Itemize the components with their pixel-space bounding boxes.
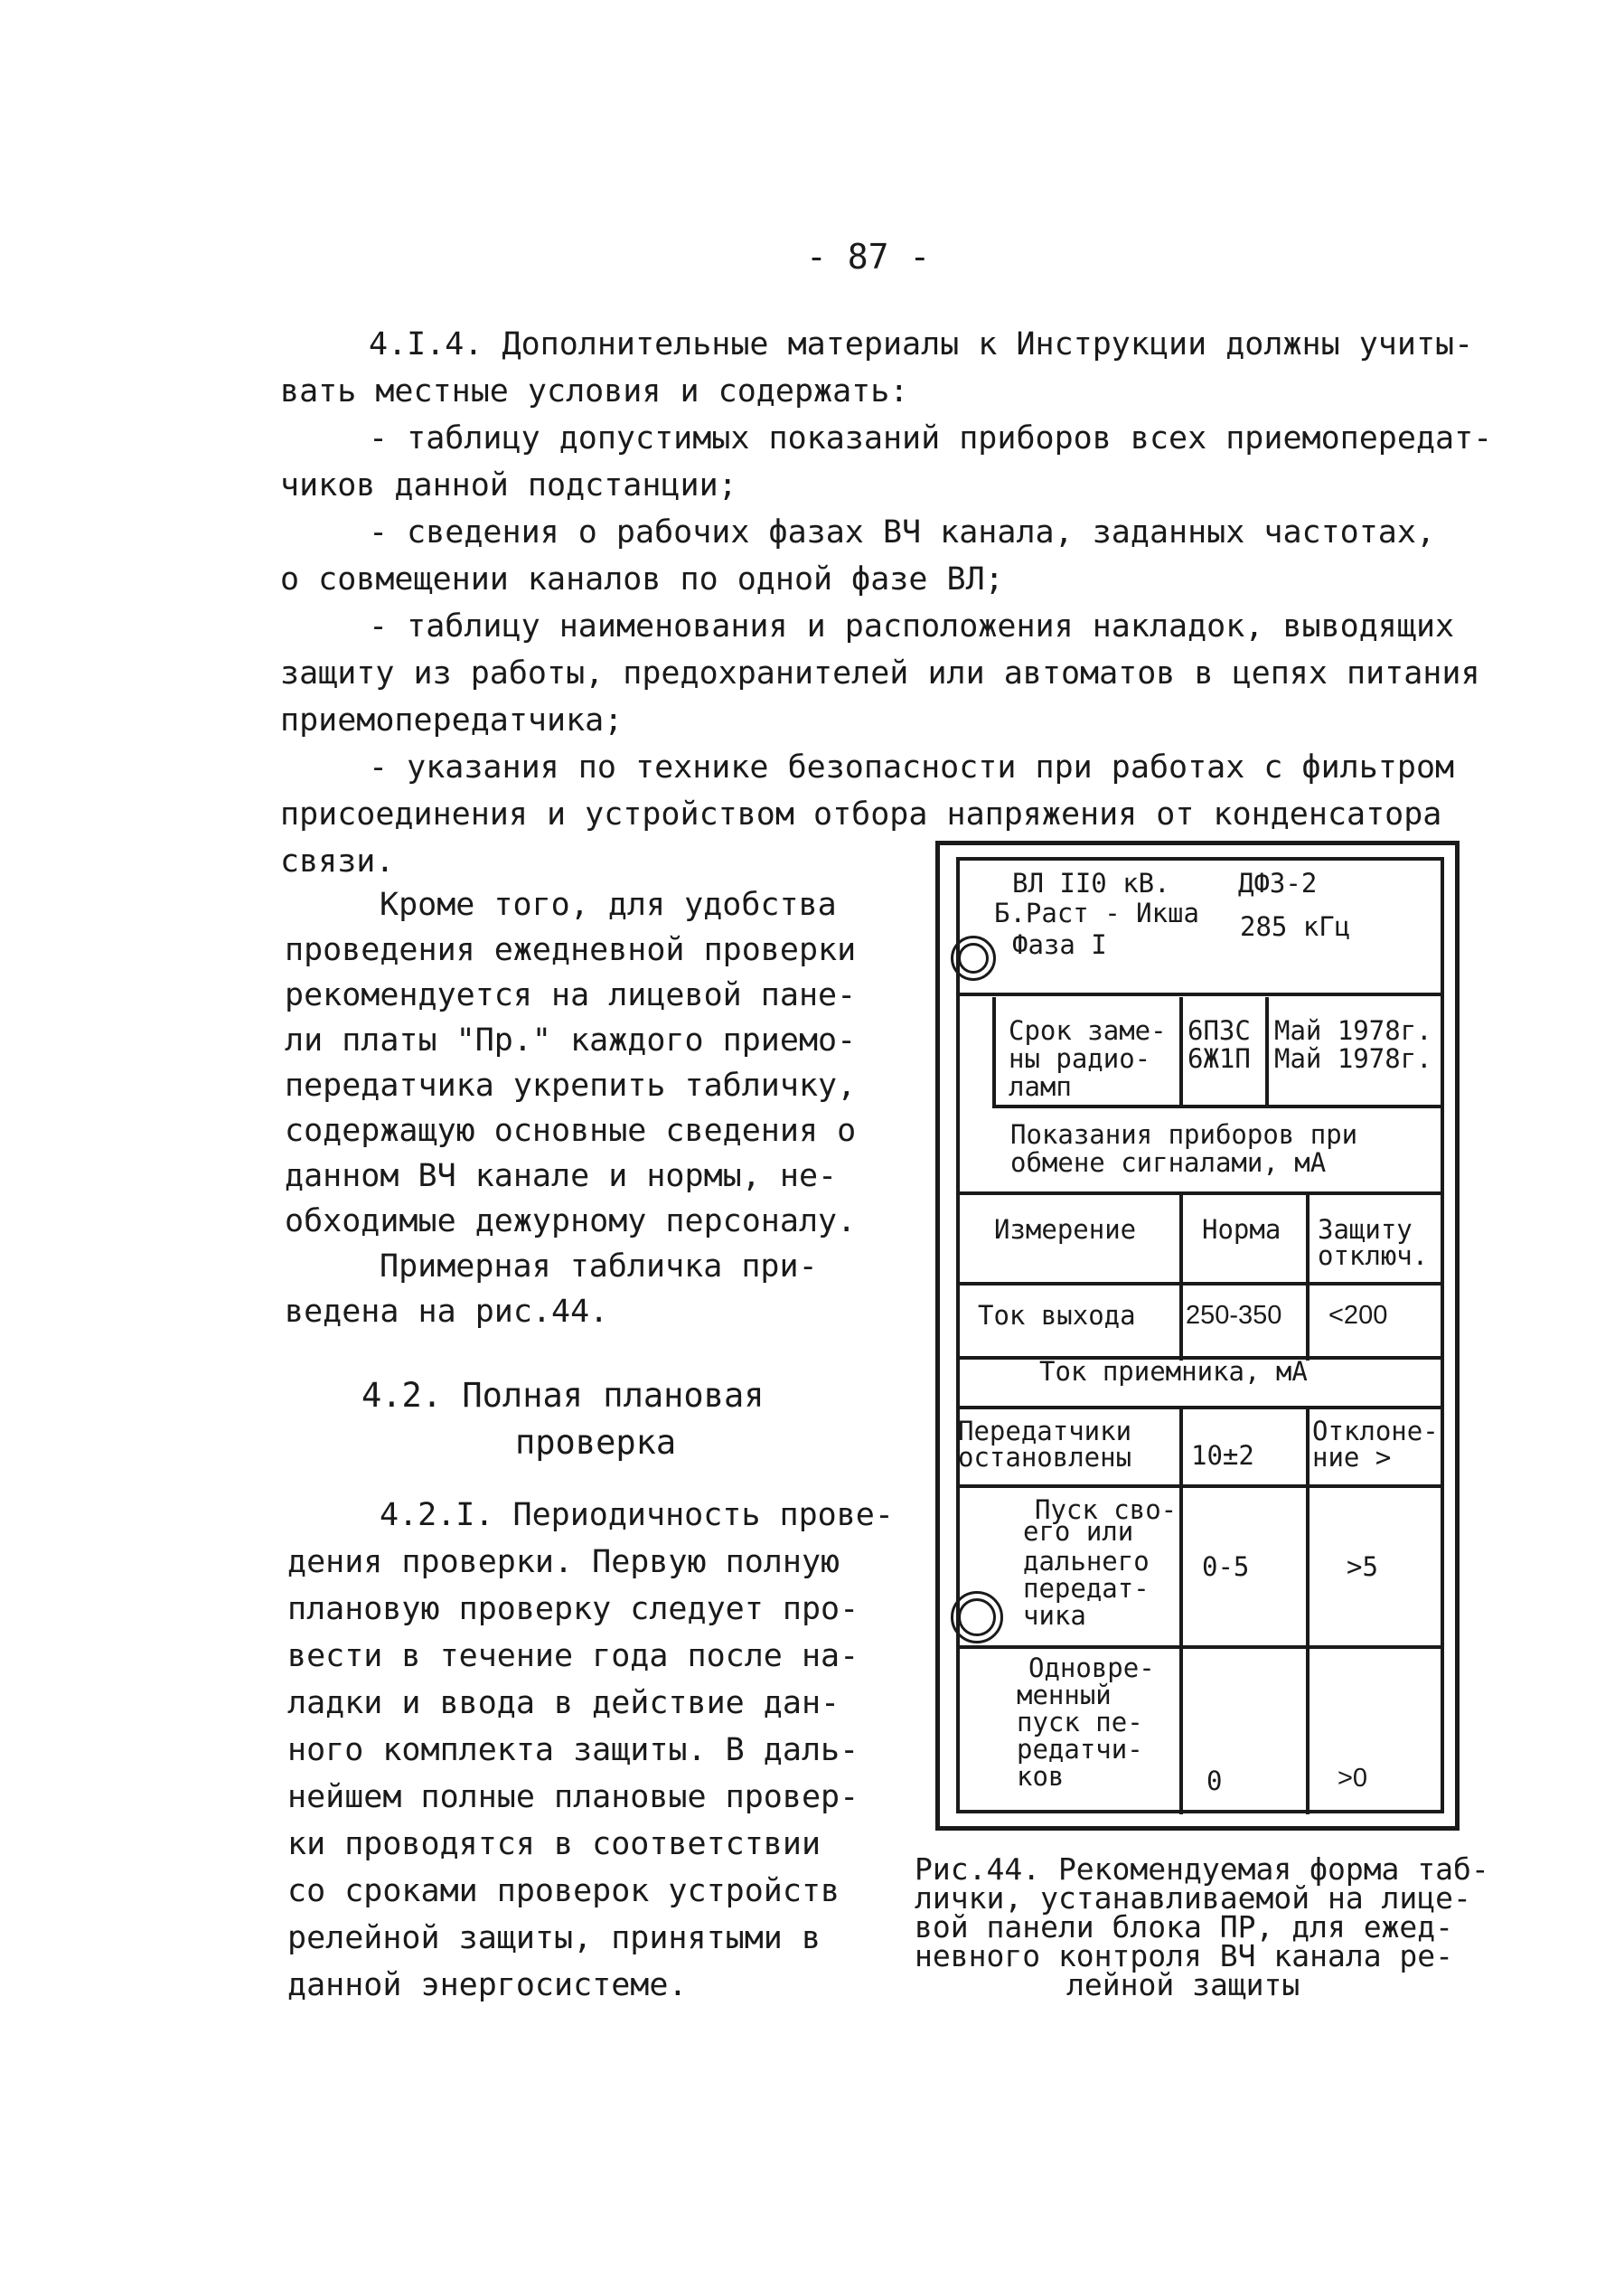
text-line: ки проводятся в соответствии [287,1826,821,1862]
stopped-label-2: остановлены [958,1442,1132,1473]
header-off-2: отключ. [1318,1240,1429,1271]
text-line: - таблицу наименования и расположения накладок, выводящих [369,608,1455,645]
section-heading-4-2-cont: проверка [515,1423,677,1462]
header-norm: Норма [1202,1214,1281,1245]
text-line: 4.2.I. Периодичность прове- [380,1497,894,1533]
phase: Фаза I [1012,929,1107,960]
own-label-1: Пуск сво- [1035,1494,1178,1525]
rule [956,1282,1444,1285]
text-line: связи. [280,843,395,880]
text-line: ного комплекта защиты. В даль- [287,1732,859,1768]
stopped-off-1: Отклоне- [1312,1416,1439,1446]
lamp-label-3: ламп [1009,1071,1072,1102]
caption-line: вой панели блока ПР, для ежед- [915,1909,1454,1945]
output-off: <200 [1328,1301,1388,1330]
text-line: дения проверки. Первую полную [287,1544,840,1580]
rule [992,1105,1444,1108]
rule [956,1191,1444,1195]
text-line: присоединения и устройством отбора напряжения от конденсатора [280,796,1442,833]
lamp-type-2: 6Ж1П [1187,1043,1251,1074]
lamp-label-1: Срок заме- [1009,1015,1167,1046]
text-line: вать местные условия и содержать: [280,373,909,410]
text-line: обходимые дежурному персоналу. [285,1203,857,1239]
receiver-title: Ток приемника, мА [1039,1356,1308,1387]
text-line: приемопередатчика; [280,702,624,739]
text-line: 4.I.4. Дополнительные материалы к Инструкции должны учиты- [369,326,1474,363]
text-line: ладки и ввода в действие дан- [287,1685,840,1721]
caption-line: Рис.44. Рекомендуемая форма таб- [915,1851,1489,1887]
text-line: Кроме того, для удобства [380,887,837,923]
stopped-label-1: Передатчики [958,1416,1132,1446]
rule [1179,997,1183,1107]
header-off-1: Защиту [1318,1214,1413,1245]
both-label-1: Одновре- [1028,1653,1155,1683]
rule [1265,997,1269,1107]
rule [1306,1408,1310,1814]
text-line: передатчика укрепить табличку, [285,1068,857,1104]
lamp-type-1: 6П3С [1187,1015,1251,1046]
rule [956,1406,1444,1409]
both-label-5: ков [1017,1761,1065,1792]
section-heading-4-2: 4.2. Полная плановая [361,1376,765,1415]
stopped-norm: 10±2 [1191,1440,1254,1471]
caption-line: невного контроля ВЧ канала ре- [915,1938,1454,1973]
own-label-5: чика [1023,1600,1086,1631]
mounting-hole-top-inner [958,943,989,974]
text-line: рекомендуется на лицевой пане- [285,977,857,1013]
readings-title-1: Показания приборов при [1010,1119,1358,1150]
lamp-date-2: Май 1978г. [1274,1043,1432,1074]
header-measure: Измерение [994,1214,1137,1245]
both-label-3: пуск пе- [1017,1707,1143,1738]
line-name: ВЛ II0 кВ. [1012,868,1170,899]
both-off: >0 [1338,1764,1368,1793]
rule [956,993,1444,996]
text-line: проведения ежедневной проверки [285,932,857,968]
frequency: 285 кГц [1240,911,1351,942]
lamp-label-2: ны радио- [1009,1043,1151,1074]
route: Б.Раст - Икша [994,898,1199,928]
lamp-date-1: Май 1978г. [1274,1015,1432,1046]
page-number: - 87 - [806,237,931,277]
stopped-off-2: ние > [1312,1442,1392,1473]
text-line: - таблицу допустимых показаний приборов всех приемопередат- [369,420,1493,457]
output-label: Ток выхода [978,1300,1136,1331]
text-line: данном ВЧ канале и нормы, не- [285,1158,838,1194]
text-line: содержащую основные сведения о [285,1113,857,1149]
own-label-3: дальнего [1023,1546,1150,1577]
mounting-hole-bottom-inner [958,1598,996,1636]
text-line: - указания по технике безопасности при работах с фильтром [369,749,1455,786]
text-line: Примерная табличка при- [380,1248,818,1285]
text-line: чиков данной подстанции; [280,467,737,504]
both-norm: 0 [1206,1766,1223,1796]
own-off: >5 [1347,1551,1378,1582]
caption-line: лички, устанавливаемой на лице- [915,1880,1471,1916]
rule [956,1645,1444,1649]
text-line: - сведения о рабочих фазах ВЧ канала, заданных частотах, [369,514,1436,551]
text-line: со сроками проверок устройств [287,1873,840,1909]
readings-title-2: обмене сигналами, мА [1010,1147,1327,1178]
text-line: плановую проверку следует про- [287,1591,859,1627]
own-label-4: передат- [1023,1573,1150,1604]
protection-type: ДФЗ-2 [1238,868,1318,899]
rule [1179,1408,1183,1814]
text-line: о совмещении каналов по одной фазе ВЛ; [280,561,1004,598]
rule [992,997,996,1107]
text-line: данной энергосистеме. [287,1967,688,2003]
own-norm: 0-5 [1202,1551,1250,1582]
text-line: нейшем полные плановые провер- [287,1779,859,1815]
both-label-4: редатчи- [1017,1734,1143,1765]
text-line: ведена на рис.44. [285,1294,609,1330]
rule [1306,1193,1310,1361]
rule [956,1484,1444,1488]
text-line: защиту из работы, предохранителей или автоматов в цепях питания [280,655,1480,692]
text-line: вести в течение года после на- [287,1638,859,1674]
text-line: релейной защиты, принятыми в [287,1920,821,1956]
rule [1179,1193,1183,1361]
text-line: ли платы "Пр." каждого приемо- [285,1022,857,1059]
own-label-2: его или [1023,1516,1134,1547]
caption-line: лейной защиты [1066,1967,1300,2002]
both-label-2: менный [1017,1680,1112,1710]
output-norm: 250-350 [1186,1301,1282,1330]
